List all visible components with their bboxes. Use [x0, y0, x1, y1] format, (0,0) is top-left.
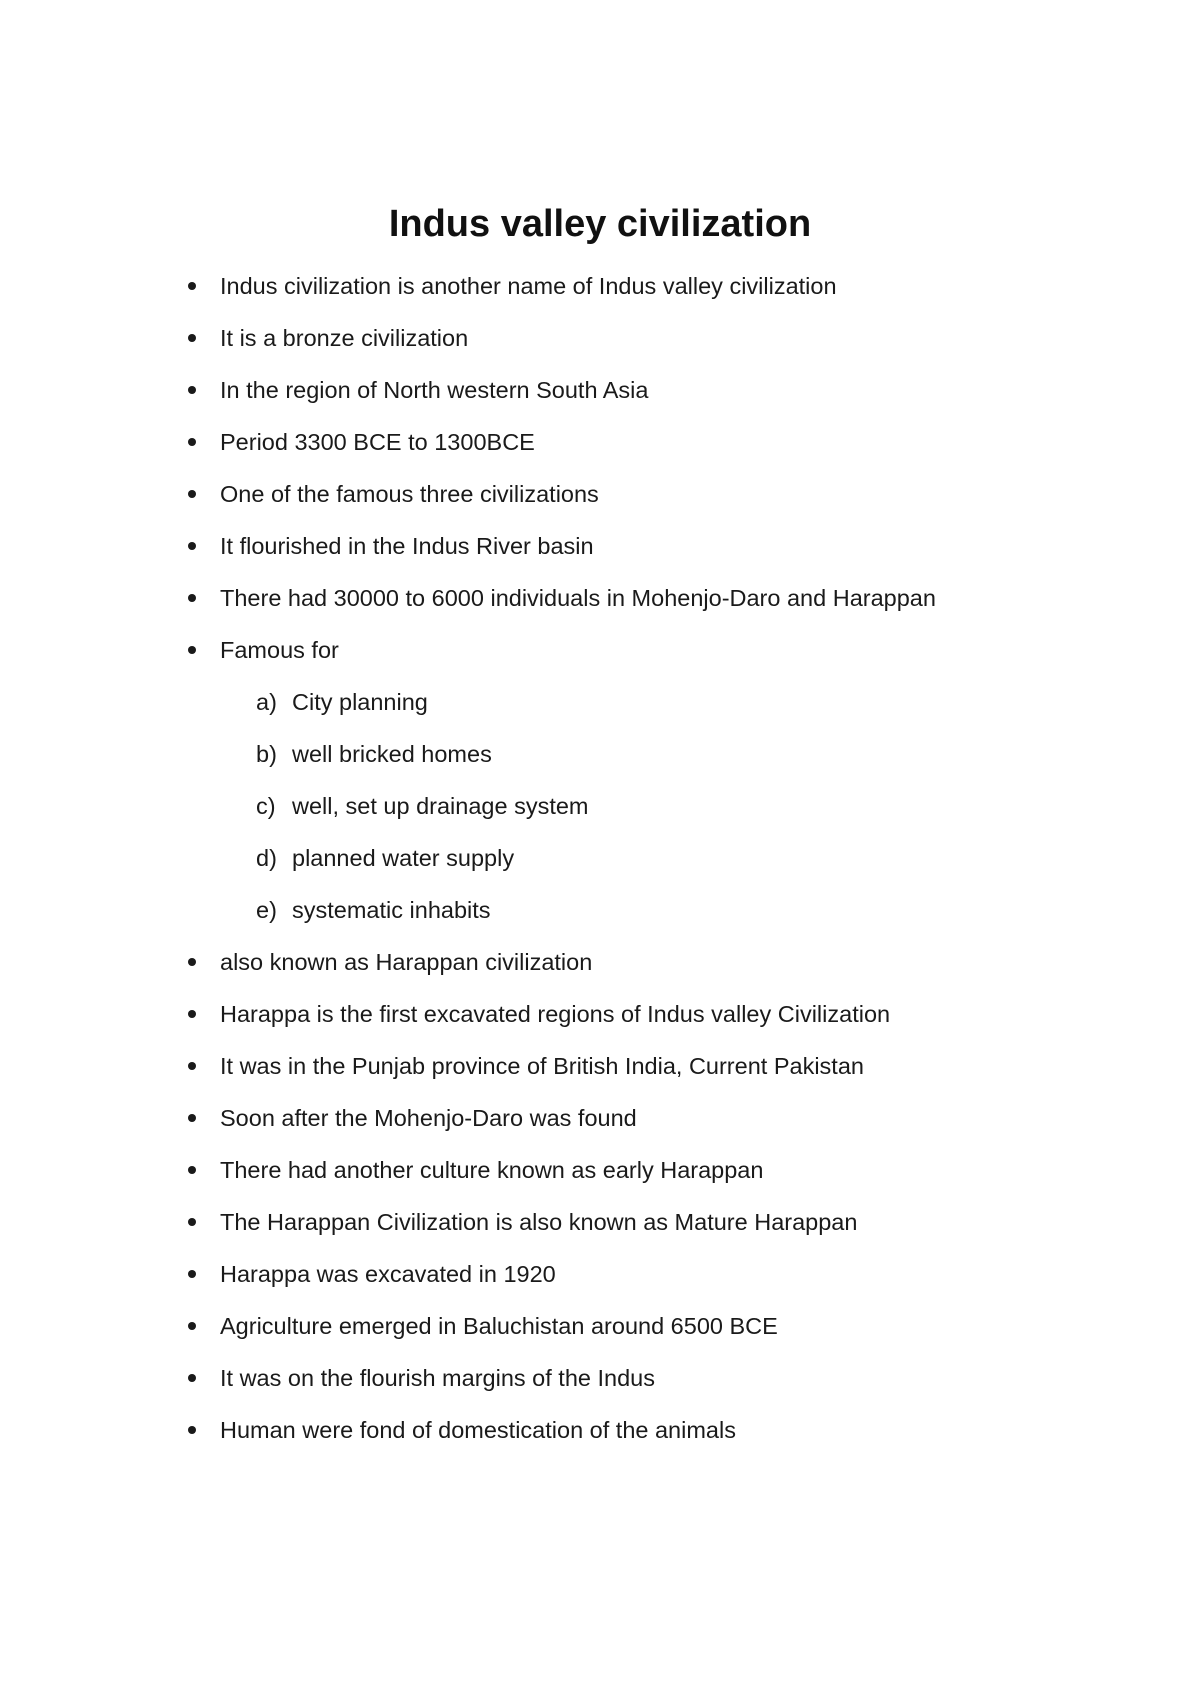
- bullet-icon: [188, 1426, 196, 1434]
- list-item-text: It flourished in the Indus River basin: [220, 533, 594, 559]
- bullet-icon: [188, 438, 196, 446]
- bullet-icon: [188, 646, 196, 654]
- sub-item-text: well, set up drainage system: [292, 793, 589, 819]
- list-item: [188, 422, 1148, 474]
- list-item: [188, 318, 1148, 370]
- list-item-text: There had another culture known as early Harappan: [220, 1157, 764, 1183]
- list-item: [188, 942, 1148, 994]
- list-item-text: It was on the flourish margins of the Indus: [220, 1365, 655, 1391]
- sub-item-text: well bricked homes: [292, 741, 492, 767]
- list-item: [188, 266, 1148, 318]
- sub-item-marker: b): [256, 741, 277, 767]
- list-item-text: Harappa was excavated in 1920: [220, 1261, 556, 1287]
- list-item: [188, 526, 1148, 578]
- sub-item-marker: c): [256, 793, 276, 819]
- sub-item-marker: d): [256, 845, 277, 871]
- bullet-icon: [188, 1114, 196, 1122]
- bullet-icon: [188, 334, 196, 342]
- list-item: [188, 1410, 1148, 1462]
- list-item-text: Agriculture emerged in Baluchistan around 6500 BCE: [220, 1313, 778, 1339]
- list-item-text: Famous for: [220, 637, 339, 663]
- list-item: [188, 1254, 1148, 1306]
- bullet-icon: [188, 1270, 196, 1278]
- list-item-text: Soon after the Mohenjo-Daro was found: [220, 1105, 637, 1131]
- bullet-icon: [188, 594, 196, 602]
- list-item: [188, 370, 1148, 422]
- sub-list-item: [188, 838, 1148, 890]
- list-item: [188, 1202, 1148, 1254]
- sub-list-item: [188, 682, 1148, 734]
- bullet-list: [188, 266, 1148, 1462]
- list-item-text: also known as Harappan civilization: [220, 949, 593, 975]
- sub-list-item: [188, 786, 1148, 838]
- list-item-text: It was in the Punjab province of British India, Current Pakistan: [220, 1053, 864, 1079]
- sub-item-marker: a): [256, 689, 277, 715]
- sub-list-item: [188, 734, 1148, 786]
- list-item: [188, 578, 1148, 630]
- list-item: [188, 1150, 1148, 1202]
- bullet-icon: [188, 1374, 196, 1382]
- sub-list-item: [188, 890, 1148, 942]
- list-item: [188, 1358, 1148, 1410]
- list-item-text: Period 3300 BCE to 1300BCE: [220, 429, 535, 455]
- page-title: Indus valley civilization: [388, 203, 812, 245]
- sub-item-marker: e): [256, 897, 277, 923]
- list-item: [188, 1046, 1148, 1098]
- list-item-text: Indus civilization is another name of Indus valley civilization: [220, 273, 837, 299]
- list-item: [188, 474, 1148, 526]
- list-item: [188, 994, 1148, 1046]
- list-item-text: One of the famous three civilizations: [220, 481, 599, 507]
- list-item-text: Human were fond of domestication of the animals: [220, 1417, 736, 1443]
- bullet-icon: [188, 386, 196, 394]
- bullet-icon: [188, 542, 196, 550]
- bullet-icon: [188, 1062, 196, 1070]
- sub-item-text: City planning: [292, 689, 428, 715]
- bullet-icon: [188, 1166, 196, 1174]
- bullet-icon: [188, 282, 196, 290]
- bullet-icon: [188, 1010, 196, 1018]
- sub-item-text: systematic inhabits: [292, 897, 491, 923]
- list-item-text: The Harappan Civilization is also known as Mature Harappan: [220, 1209, 858, 1235]
- list-item: [188, 630, 1148, 682]
- list-item: [188, 1098, 1148, 1150]
- list-item-text: It is a bronze civilization: [220, 325, 469, 351]
- sub-item-text: planned water supply: [292, 845, 515, 871]
- bullet-icon: [188, 1218, 196, 1226]
- list-item-text: In the region of North western South Asia: [220, 377, 649, 403]
- list-item: [188, 1306, 1148, 1358]
- bullet-icon: [188, 490, 196, 498]
- bullet-icon: [188, 1322, 196, 1330]
- bullet-icon: [188, 958, 196, 966]
- list-item-text: Harappa is the first excavated regions of Indus valley Civilization: [220, 1001, 891, 1027]
- list-item-text: There had 30000 to 6000 individuals in Mohenjo-Daro and Harappan: [220, 585, 936, 611]
